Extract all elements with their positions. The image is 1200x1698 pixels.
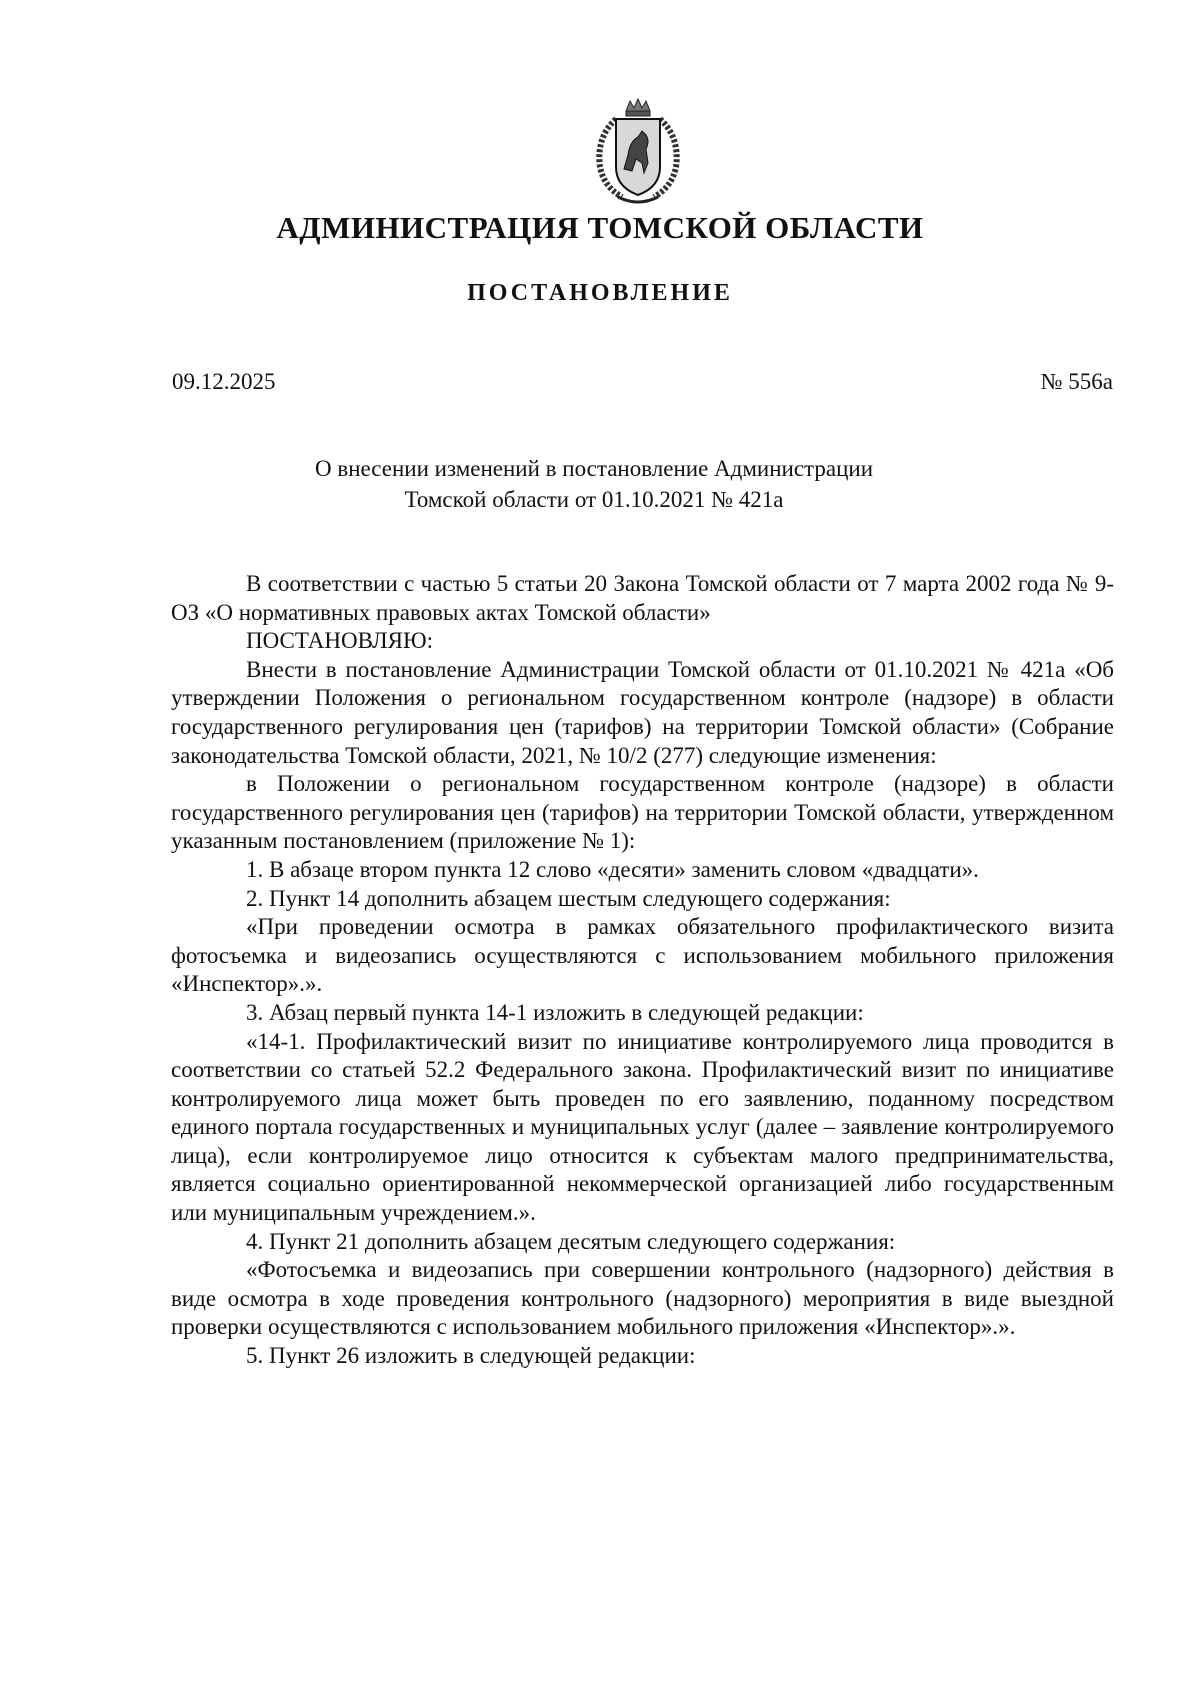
paragraph: «14-1. Профилактический визит по инициативе контролируемого лица проводится в соответствии со статьей 52.2 Федерального закона. Профилактический визит по инициативе контролируемого лица может быть проведен по его заявлению, поданному посредством единого портала государственных и муниципальных услуг (далее – заявление контролируемого лица), если контролируемое лицо относится к субъектам малого предпринимательства, является социально ориентированной некоммерческой организацией либо государственным или муниципальным учреждением.». bbox=[171, 1028, 1114, 1226]
paragraph: 3. Абзац первый пункта 14-1 изложить в следующей редакции: bbox=[246, 999, 864, 1025]
document-type: ПОСТАНОВЛЕНИЕ bbox=[467, 280, 733, 306]
paragraph: в Положении о региональном государственном контроле (надзоре) в области государственного регулирования цен (тарифов) на территории Томской области, утвержденном указанным постановлением (приложение № 1): bbox=[171, 771, 1114, 854]
paragraph: 1. В абзаце втором пункта 12 слово «десяти» заменить словом «двадцати». bbox=[246, 856, 979, 882]
paragraph: Внести в постановление Администрации Томской области от 01.10.2021 № 421а «Об утверждении Положения о региональном государственном контроле (надзоре) в области государственного регулирования цен (тарифов) на территории Томской области» (Собрание законодательства Томской области, 2021, № 10/2 (277) следующие изменения: bbox=[171, 656, 1114, 768]
paragraph: «При проведении осмотра в рамках обязательного профилактического визита фотосъемка и видеозапись осуществляются с использованием мобильного приложения «Инспектор».». bbox=[171, 914, 1114, 997]
subject-line: О внесении изменений в постановление Администрации bbox=[314, 456, 874, 481]
resolution-word: ПОСТАНОВЛЯЮ: bbox=[246, 628, 434, 654]
document-subject bbox=[0, 453, 1188, 515]
paragraph: «Фотосъемка и видеозапись при совершении контрольного (надзорного) действия в виде осмотра в ходе проведения контрольного (надзорного) мероприятия в виде выездной проверки осуществляются с использованием мобильного приложения «Инспектор».». bbox=[171, 1257, 1114, 1340]
paragraph: 5. Пункт 26 изложить в следующей редакции: bbox=[246, 1343, 696, 1369]
organization-title: АДМИНИСТРАЦИЯ ТОМСКОЙ ОБЛАСТИ bbox=[276, 210, 924, 245]
paragraph: В соответствии с частью 5 статьи 20 Закона Томской области от 7 марта 2002 года № 9-ОЗ «О нормативных правовых актах Томской области» bbox=[171, 571, 1114, 625]
document-number: № 556а bbox=[1040, 369, 1113, 394]
coat-of-arms-icon bbox=[586, 97, 690, 207]
document-date: 09.12.2025 bbox=[172, 369, 276, 394]
paragraph: 4. Пункт 21 дополнить абзацем десятым следующего содержания: bbox=[246, 1228, 896, 1254]
paragraph: 2. Пункт 14 дополнить абзацем шестым следующего содержания: bbox=[246, 885, 891, 911]
subject-line: Томской области от 01.10.2021 № 421а bbox=[404, 487, 784, 512]
document-body bbox=[171, 570, 1114, 1371]
